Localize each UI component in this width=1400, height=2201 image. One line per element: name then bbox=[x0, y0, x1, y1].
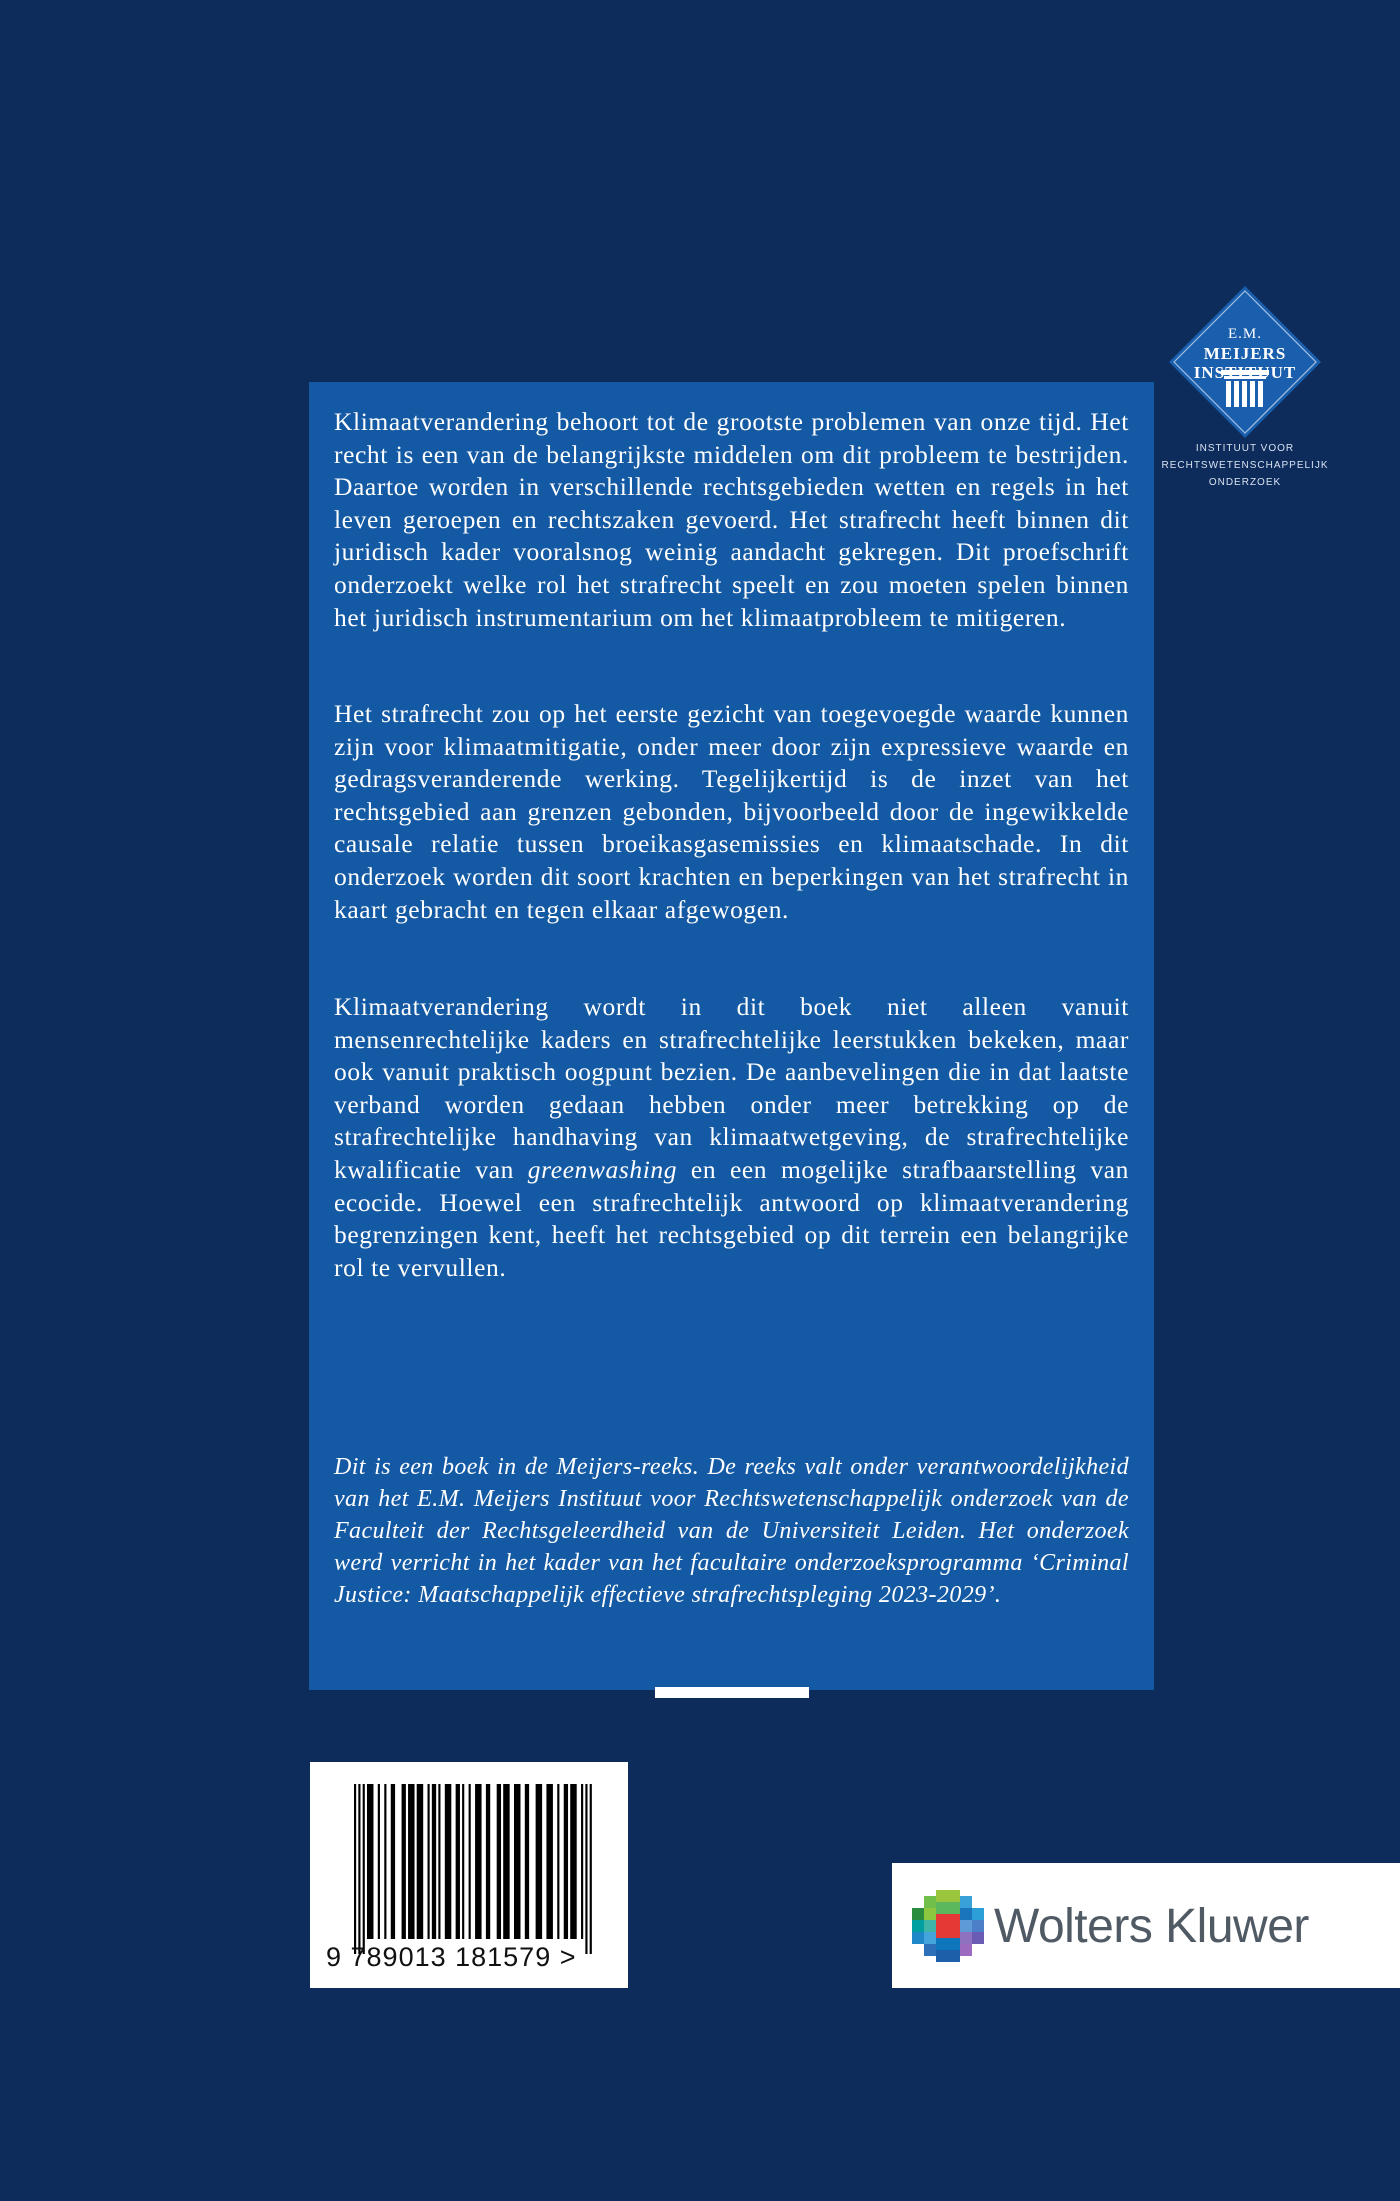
barcode-bar bbox=[486, 1784, 490, 1939]
blurb-paragraph-3 bbox=[334, 991, 1129, 1284]
barcode-bar bbox=[428, 1784, 430, 1939]
barcode-bar bbox=[378, 1784, 380, 1939]
publisher-logo bbox=[892, 1863, 1400, 1988]
panel-accent-bar bbox=[655, 1687, 809, 1698]
blurb-paragraph-3-part1: Klimaatverandering wordt in dit boek niet alleen vanuit mensenrechtelijke kaders en strafrechtelijke leerstukken bekeken, maar ook vanuit praktisch oogpunt bezien. De aanbevelingen die in dat laatste verband worden gedaan hebben onder meer betrekking op de strafrechtelijke handhaving van klimaatwetgeving, de strafrechtelijke kwalificatie van bbox=[334, 992, 1129, 1184]
institute-caption-line: RECHTSWETENSCHAPPELIJK bbox=[1161, 460, 1329, 471]
barcode bbox=[310, 1762, 628, 1988]
barcode-bar bbox=[503, 1784, 509, 1939]
barcode-bar bbox=[581, 1784, 583, 1939]
barcode-bar bbox=[354, 1784, 356, 1954]
barcode-bar bbox=[462, 1784, 464, 1939]
barcode-bar bbox=[469, 1784, 471, 1939]
blurb-paragraph-3-part2: en een mogelijke strafbaarstelling van ecocide. Hoewel een strafrechtelijk antwoord op klimaatverandering begrenzingen kent, heeft het rechtsgebied op dit terrein een belangrijke rol te vervullen. bbox=[334, 1154, 1129, 1282]
blurb-paragraph-2: Het strafrecht zou op het eerste gezicht van toegevoegde waarde kunnen zijn voor klimaatmitigatie, onder meer door zijn expressieve waarde en gedragsveranderende werking. Tegelijkertijd is de inzet van het rechtsgebied aan grenzen gebonden, bijvoorbeeld door de ingewikkelde causale relatie tussen broeikasgasemissies en klimaatschade. In dit onderzoek worden dit soort krachten en beperkingen van het strafrecht in kaart gebracht en tegen elkaar afgewogen. bbox=[334, 699, 1129, 924]
barcode-bar bbox=[391, 1784, 395, 1939]
barcode-bar bbox=[585, 1784, 587, 1954]
barcode-digits: 9 789013 181579 > bbox=[326, 1942, 577, 1972]
institute-line3: INSTITUUT bbox=[1193, 363, 1297, 382]
blurb-italic-term: greenwashing bbox=[527, 1154, 678, 1184]
barcode-bar bbox=[475, 1784, 481, 1939]
publisher-name bbox=[994, 1899, 1309, 1954]
barcode-bar bbox=[564, 1784, 568, 1939]
barcode-bar bbox=[432, 1784, 436, 1939]
barcode-bar bbox=[417, 1784, 423, 1939]
barcode-bar bbox=[514, 1784, 520, 1939]
barcode-bar bbox=[402, 1784, 406, 1939]
barcode-bar bbox=[590, 1784, 592, 1954]
publisher-mark-icon bbox=[912, 1890, 984, 1962]
institute-line1: E.M. bbox=[1228, 326, 1262, 342]
barcode-bar bbox=[384, 1784, 386, 1939]
barcode-bar bbox=[497, 1784, 501, 1939]
barcode-bar bbox=[557, 1784, 559, 1939]
barcode-bar bbox=[525, 1784, 529, 1939]
barcode-bar bbox=[570, 1784, 576, 1939]
institute-caption-line: ONDERZOEK bbox=[1208, 477, 1282, 488]
institute-caption-line: INSTITUUT VOOR bbox=[1195, 443, 1295, 454]
institute-line2: MEIJERS bbox=[1203, 344, 1287, 363]
blurb-paragraph-1: Klimaatverandering behoort tot de grootste problemen van onze tijd. Het recht is een van de belangrijkste middelen om dit probleem te bestrijden. Daartoe worden in verschillende rechtsgebieden wetten en regels in het leven geroepen en rechtszaken gevoerd. Het strafrecht heeft binnen dit juridisch kader vooralsnog weinig aandacht gekregen. Dit proefschrift onderzoekt welke rol het strafrecht speelt en zou moeten spelen binnen het juridisch instrumentarium om het klimaatprobleem te mitigeren. bbox=[334, 407, 1129, 632]
barcode-bar bbox=[408, 1784, 414, 1939]
series-note: Dit is een boek in de Meijers-reeks. De reeks valt onder verantwoordelijkheid van het E.M. Meijers Instituut voor Rechtswetenschappelijk onderzoek van de Faculteit der Rechtsgeleerdheid van de Universiteit Leiden. Het onderzoek werd verricht in het kader van het facultaire onderzoeksprogramma ‘Criminal Justice: Maatschappelijk effectieve strafrechtspleging 2023-2029’. bbox=[334, 1454, 1129, 1608]
publisher-name-text: Wolters Kluwer bbox=[994, 1900, 1309, 1953]
barcode-bar bbox=[445, 1784, 451, 1939]
barcode-bar bbox=[363, 1784, 365, 1954]
barcode-bar bbox=[536, 1784, 542, 1939]
barcode-bar bbox=[358, 1784, 360, 1954]
barcode-bars bbox=[354, 1784, 594, 1954]
barcode-bar bbox=[367, 1784, 373, 1939]
barcode-bar bbox=[438, 1784, 440, 1939]
barcode-bar bbox=[456, 1784, 460, 1939]
barcode-bar bbox=[546, 1784, 552, 1939]
institute-caption bbox=[1150, 440, 1340, 491]
